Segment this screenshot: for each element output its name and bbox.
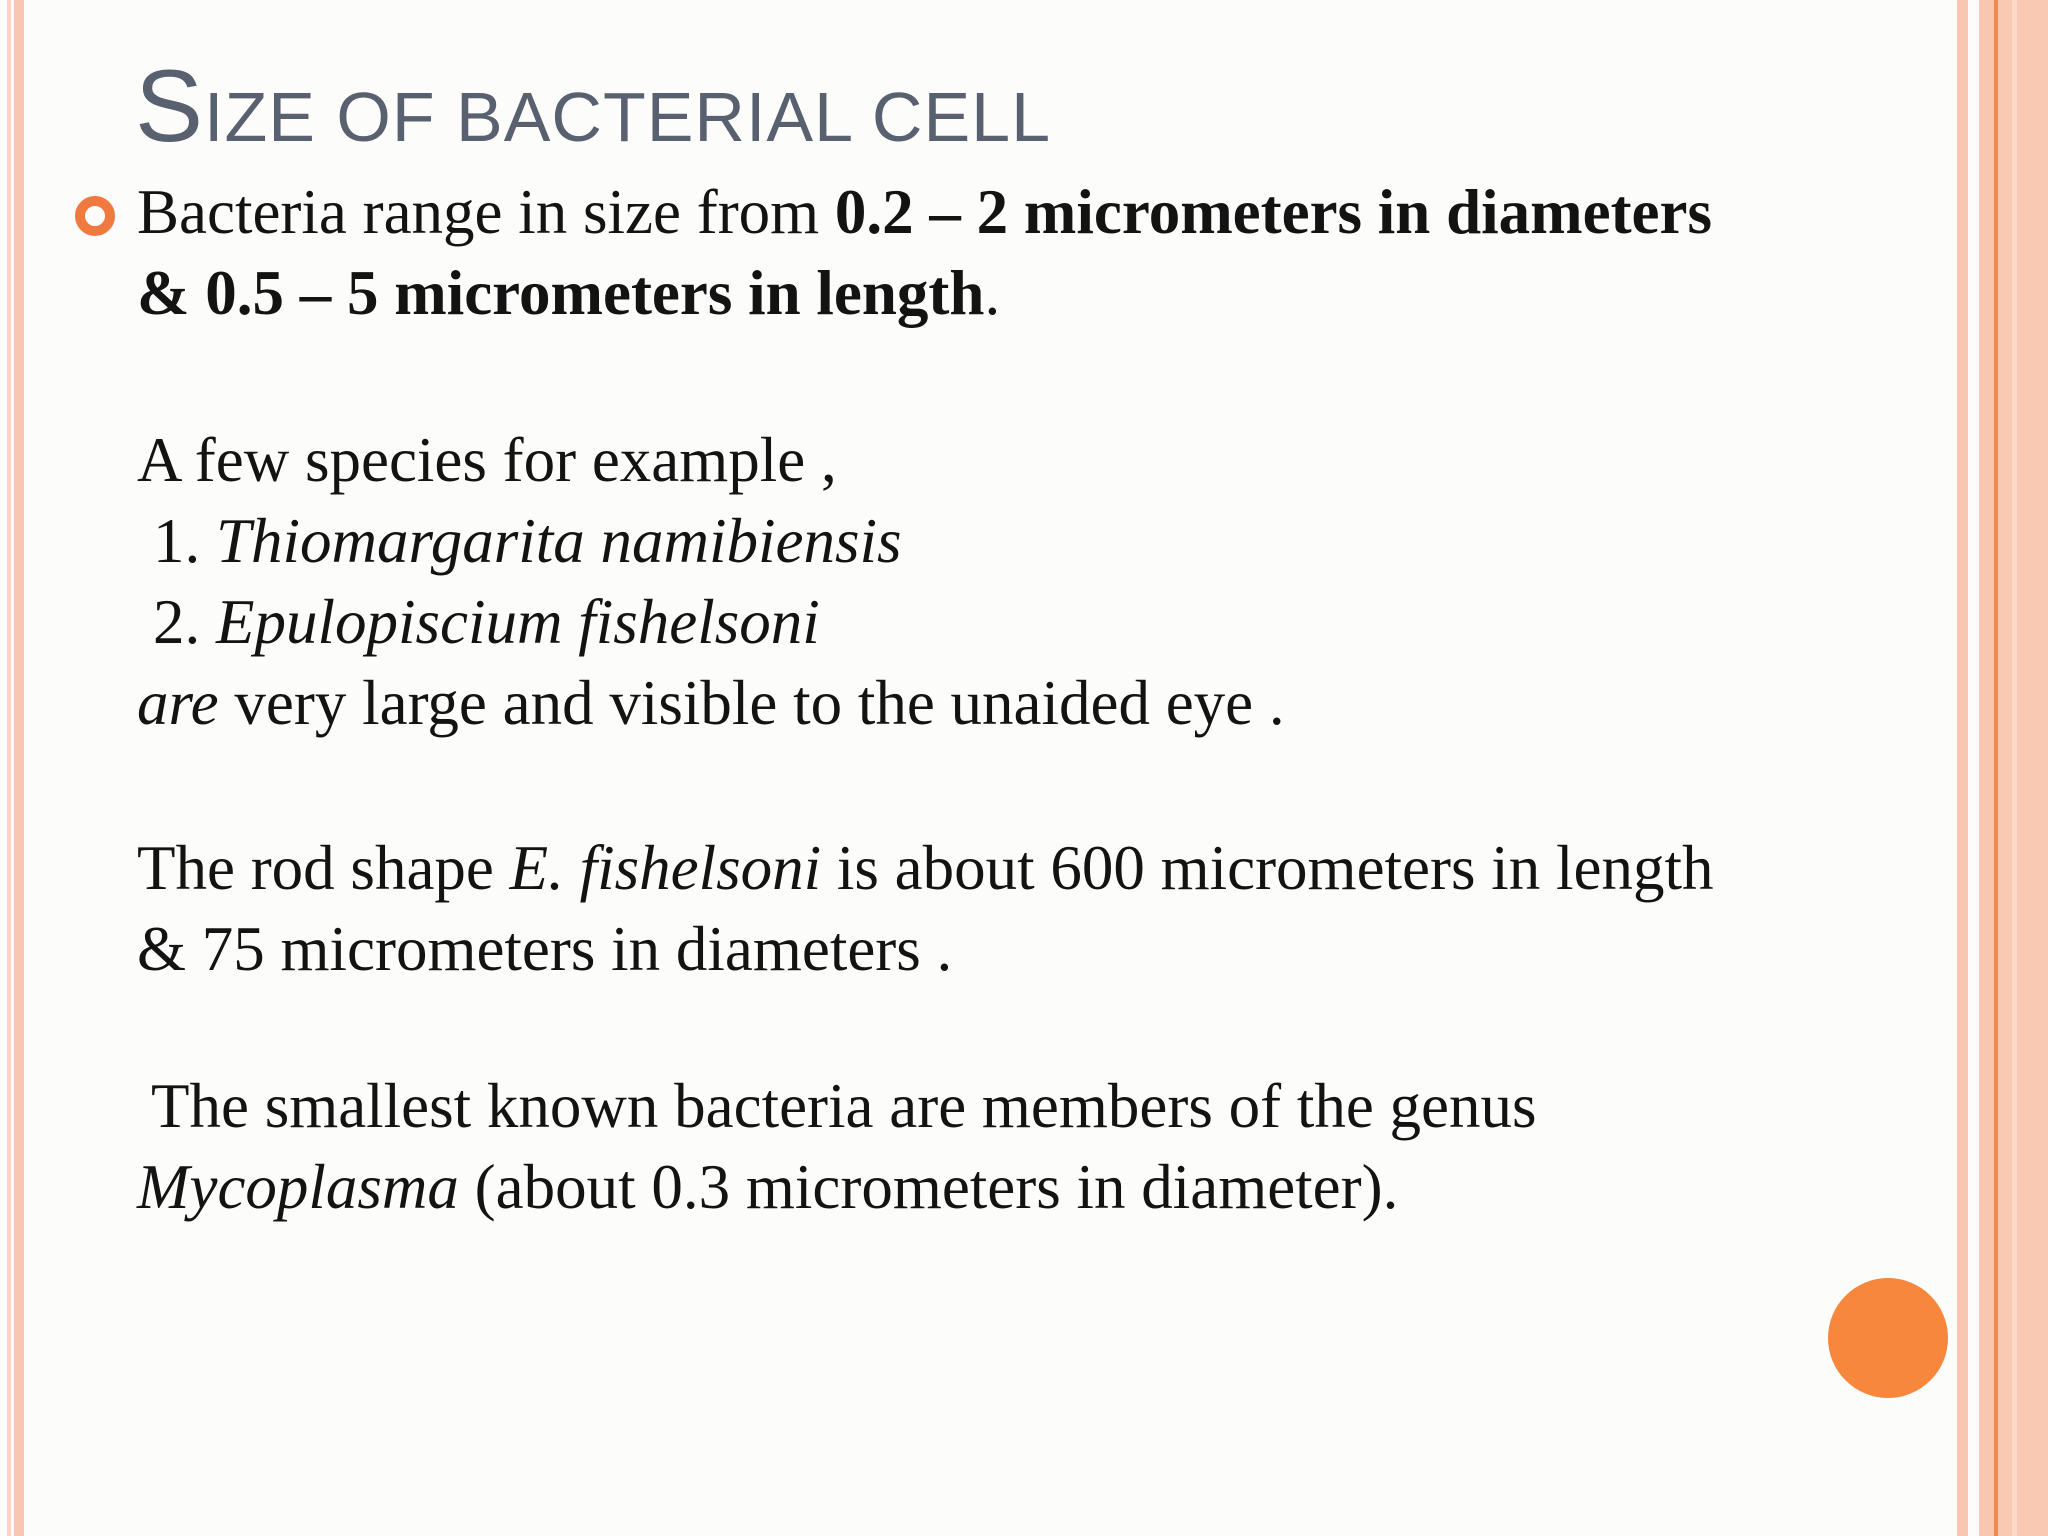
efishelsoni-paragraph bbox=[137, 828, 1837, 990]
bullet-ring-icon bbox=[75, 196, 115, 236]
text-segment-bold: 0.2 – 2 micrometers in diameters bbox=[834, 177, 1712, 247]
corner-circle-decoration bbox=[1828, 1278, 1948, 1398]
slide-title bbox=[135, 49, 1051, 163]
species-item-1 bbox=[137, 501, 1837, 582]
species-intro-line bbox=[137, 420, 1837, 501]
text-segment: The smallest known bacteria are members of the genus bbox=[151, 1071, 1537, 1141]
slide-title-initial: S bbox=[135, 49, 205, 163]
text-segment: is about 600 micrometers in length bbox=[821, 833, 1714, 903]
species-name-italic: Thiomargarita namibiensis bbox=[216, 506, 902, 576]
species-name-italic: E. fishelsoni bbox=[509, 833, 822, 903]
bullet-paragraph-line-1 bbox=[137, 172, 1837, 253]
bullet-paragraph-line-2 bbox=[137, 253, 1837, 334]
left-border-thick-stripe bbox=[14, 0, 24, 1536]
mycoplasma-paragraph bbox=[137, 1066, 1837, 1228]
text-segment: 1. bbox=[153, 506, 216, 576]
text-segment: & 75 micrometers in diameters . bbox=[137, 914, 953, 984]
text-segment-bold: & 0.5 – 5 micrometers in length bbox=[137, 258, 985, 328]
slide-title-rest: IZE OF BACTERIAL CELL bbox=[204, 78, 1051, 156]
species-closing-line bbox=[137, 663, 1837, 744]
genus-name-italic: Mycoplasma bbox=[137, 1152, 459, 1222]
right-border-stripe-1 bbox=[1957, 0, 1968, 1536]
efishelsoni-line-1 bbox=[137, 828, 1837, 909]
right-border-stripe-2 bbox=[1979, 0, 1994, 1536]
text-segment-italic: are bbox=[137, 668, 219, 738]
text-segment: (about 0.3 micrometers in diameter). bbox=[458, 1152, 1399, 1222]
text-segment: A few species for example , bbox=[137, 425, 837, 495]
text-segment: very large and visible to the unaided eye . bbox=[218, 668, 1285, 738]
right-border-highlight bbox=[2012, 0, 2017, 1536]
text-segment: The rod shape bbox=[137, 833, 510, 903]
right-border-wide-band bbox=[1998, 0, 2048, 1536]
text-segment: 2. bbox=[153, 587, 216, 657]
mycoplasma-line-1 bbox=[137, 1066, 1837, 1147]
mycoplasma-line-2 bbox=[137, 1147, 1837, 1228]
bullet-paragraph bbox=[137, 172, 1837, 334]
species-name-italic: Epulopiscium fishelsoni bbox=[216, 587, 820, 657]
text-segment: . bbox=[984, 258, 1001, 328]
efishelsoni-line-2 bbox=[137, 909, 1837, 990]
species-item-2 bbox=[137, 582, 1837, 663]
species-paragraph bbox=[137, 420, 1837, 744]
slide-body bbox=[137, 172, 1837, 1228]
text-segment: Bacteria range in size from bbox=[137, 177, 835, 247]
left-border-thin-stripe bbox=[7, 0, 11, 1536]
